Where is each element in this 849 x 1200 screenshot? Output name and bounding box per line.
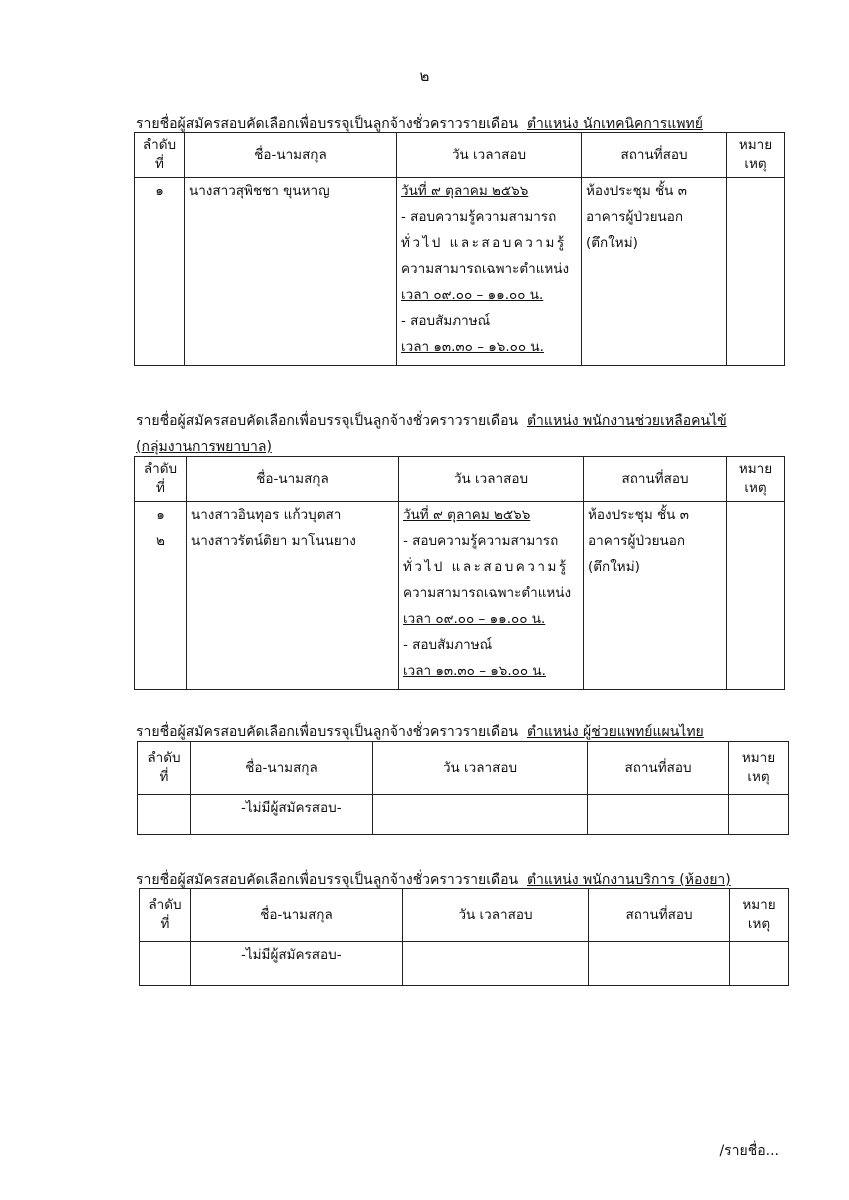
table-row <box>135 178 785 366</box>
exam-time-2: เวลา ๑๓.๓๐ – ๑๖.๐๐ น. <box>401 339 544 355</box>
exam-item-1a: - สอบความรู้ความสามารถ <box>401 209 557 225</box>
section-3-position: ตำแหน่ง ผู้ช่วยแพทย์แผนไทย <box>526 724 704 740</box>
header-no: ลำดับ ที่ <box>135 457 187 502</box>
header-place: สถานที่สอบ <box>582 133 727 178</box>
exam-item-1b: ทั่วไป และสอบความรู้ <box>403 559 569 575</box>
header-datetime: วัน เวลาสอบ <box>403 889 589 942</box>
section-2-heading-prefix: รายชื่อผู้สมัครสอบคัดเลือกเพื่อบรรจุเป็นลูกจ้างชั่วคราวรายเดือน <box>136 413 519 429</box>
section-2-table <box>134 456 785 690</box>
header-name: ชื่อ-นามสกุล <box>185 133 397 178</box>
table-header-row <box>138 742 789 795</box>
exam-date: วันที่ ๙ ตุลาคม ๒๕๖๖ <box>403 507 531 523</box>
table-header-row <box>135 457 785 502</box>
section-1-position: ตำแหน่ง นักเทคนิคการแพทย์ <box>526 116 703 132</box>
remark-cell <box>727 502 785 690</box>
section-4-table <box>139 888 789 986</box>
header-no: ลำดับ ที่ <box>135 133 185 178</box>
header-datetime: วัน เวลาสอบ <box>399 457 584 502</box>
table-row <box>138 795 789 835</box>
header-place: สถานที่สอบ <box>589 889 730 942</box>
page-number: ๒ <box>419 67 430 85</box>
section-1-table <box>134 132 785 366</box>
candidate-name: นางสาวอินทุอร แก้วบุตสา <box>191 507 342 523</box>
exam-date: วันที่ ๙ ตุลาคม ๒๕๖๖ <box>401 183 529 199</box>
section-3-heading-prefix: รายชื่อผู้สมัครสอบคัดเลือกเพื่อบรรจุเป็นลูกจ้างชั่วคราวรายเดือน <box>136 724 519 740</box>
header-name: ชื่อ-นามสกุล <box>191 742 373 795</box>
place-line-2: อาคารผู้ป่วยนอก <box>586 209 684 225</box>
section-2-heading <box>136 410 727 432</box>
exam-item-1c: ความสามารถเฉพาะตำแหน่ง <box>401 261 570 277</box>
exam-time-1: เวลา ๐๙.๐๐ – ๑๑.๐๐ น. <box>401 287 544 303</box>
section-2-department: (กลุ่มงานการพยาบาล) <box>136 439 272 455</box>
header-no: ลำดับ ที่ <box>138 742 191 795</box>
header-datetime: วัน เวลาสอบ <box>373 742 588 795</box>
header-remark: หมาย เหตุ <box>727 133 785 178</box>
row-number: ๑ <box>155 183 164 199</box>
header-place: สถานที่สอบ <box>588 742 729 795</box>
exam-item-2: - สอบสัมภาษณ์ <box>403 637 493 653</box>
exam-item-1c: ความสามารถเฉพาะตำแหน่ง <box>403 585 572 601</box>
table-header-row <box>140 889 789 942</box>
exam-time-2: เวลา ๑๓.๓๐ – ๑๖.๐๐ น. <box>403 663 546 679</box>
section-2-heading-line2 <box>136 436 272 458</box>
place-line-3: (ตึกใหม่) <box>588 559 640 575</box>
row-number: ๒ <box>156 533 165 549</box>
candidate-name: นางสาวสุพิชชา ขุนหาญ <box>189 183 330 199</box>
place-line-1: ห้องประชุม ชั้น ๓ <box>588 507 689 523</box>
section-1-heading-prefix: รายชื่อผู้สมัครสอบคัดเลือกเพื่อบรรจุเป็นลูกจ้างชั่วคราวรายเดือน <box>136 116 519 132</box>
header-remark: หมาย เหตุ <box>730 889 789 942</box>
place-line-2: อาคารผู้ป่วยนอก <box>588 533 686 549</box>
header-remark: หมาย เหตุ <box>727 457 785 502</box>
exam-item-1b: ทั่วไป และสอบความรู้ <box>401 235 567 251</box>
header-remark: หมาย เหตุ <box>729 742 789 795</box>
row-number: ๑ <box>156 507 165 523</box>
no-applicants-text: -ไม่มีผู้สมัครสอบ- <box>241 800 342 816</box>
header-name: ชื่อ-นามสกุล <box>187 457 399 502</box>
place-line-1: ห้องประชุม ชั้น ๓ <box>586 183 687 199</box>
candidate-name: นางสาวรัตน์ติยา มาโนนยาง <box>191 533 356 549</box>
exam-item-1a: - สอบความรู้ความสามารถ <box>403 533 559 549</box>
remark-cell <box>727 178 785 366</box>
header-name: ชื่อ-นามสกุล <box>191 889 403 942</box>
table-row <box>135 502 785 690</box>
header-no: ลำดับ ที่ <box>140 889 191 942</box>
continued-footer: /รายชื่อ... <box>719 1143 779 1159</box>
exam-item-2: - สอบสัมภาษณ์ <box>401 313 491 329</box>
section-3-heading <box>136 721 704 743</box>
table-row <box>140 942 789 986</box>
header-place: สถานที่สอบ <box>584 457 727 502</box>
section-4-position: ตำแหน่ง พนักงานบริการ (ห้องยา) <box>526 872 731 888</box>
place-line-3: (ตึกใหม่) <box>586 235 638 251</box>
section-3-table <box>137 741 789 835</box>
header-datetime: วัน เวลาสอบ <box>397 133 582 178</box>
table-header-row <box>135 133 785 178</box>
exam-time-1: เวลา ๐๙.๐๐ – ๑๑.๐๐ น. <box>403 611 546 627</box>
section-2-position: ตำแหน่ง พนักงานช่วยเหลือคนไข้ <box>526 413 727 429</box>
section-4-heading-prefix: รายชื่อผู้สมัครสอบคัดเลือกเพื่อบรรจุเป็นลูกจ้างชั่วคราวรายเดือน <box>136 872 519 888</box>
no-applicants-text: -ไม่มีผู้สมัครสอบ- <box>241 947 342 963</box>
